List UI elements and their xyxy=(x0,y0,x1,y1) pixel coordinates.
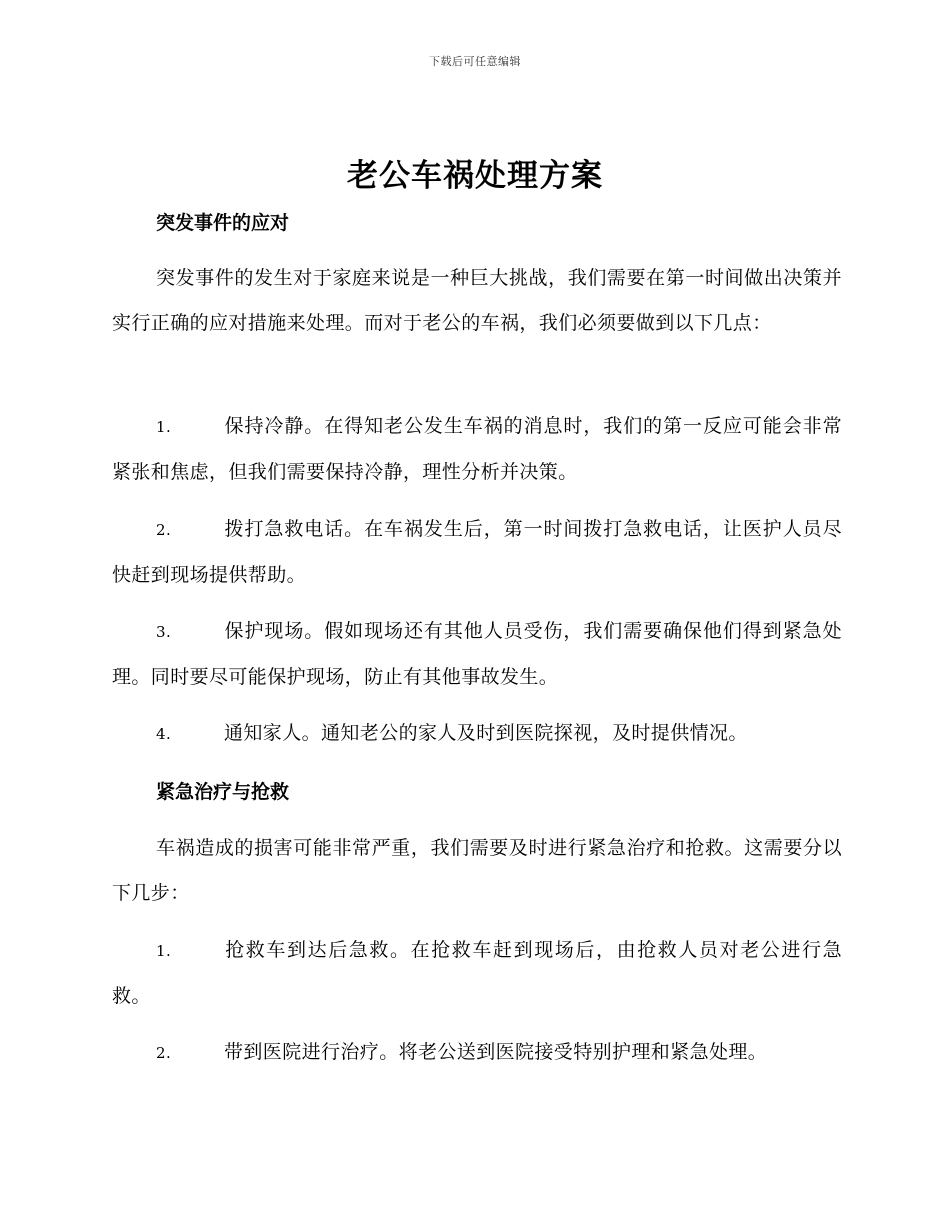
section-heading-emergency-treatment: 紧急治疗与抢救 xyxy=(156,781,290,803)
list-item xyxy=(112,928,842,1019)
section-intro-paragraph: 车祸造成的损害可能非常严重，我们需要及时进行紧急治疗和抢救。这需要分以下几步： xyxy=(112,837,842,904)
list-item-text: 拨打急救电话。在车祸发生后，第一时间拨打急救电话，让医护人员尽快赶到现场提供帮助。 xyxy=(112,518,842,586)
list-item-number: 1. xyxy=(156,418,172,436)
list-item-number: 3. xyxy=(156,623,172,641)
list-item-text: 保持冷静。在得知老公发生车祸的消息时，我们的第一反应可能会非常紧张和焦虑，但我们需要保持冷静，理性分析并决策。 xyxy=(112,415,842,483)
list-item xyxy=(112,507,842,598)
section-intro-paragraph: 突发事件的发生对于家庭来说是一种巨大挑战，我们需要在第一时间做出决策并实行正确的应对措施来处理。而对于老公的车祸，我们必须要做到以下几点： xyxy=(112,267,842,334)
list-item-text: 抢救车到达后急救。在抢救车赶到现场后，由抢救人员对老公进行急救。 xyxy=(112,939,842,1007)
list-item xyxy=(112,1030,842,1076)
list-item-number: 2. xyxy=(156,521,172,539)
list-item-number: 1. xyxy=(156,942,172,960)
section-heading-emergency-response: 突发事件的应对 xyxy=(156,212,290,234)
list-item-text: 通知家人。通知老公的家人及时到医院探视，及时提供情况。 xyxy=(224,722,748,744)
list-item-text: 带到医院进行治疗。将老公送到医院接受特别护理和紧急处理。 xyxy=(224,1041,768,1063)
list-item-text: 保护现场。假如现场还有其他人员受伤，我们需要确保他们得到紧急处理。同时要尽可能保护现场，防止有其他事故发生。 xyxy=(112,620,842,688)
list-item-number: 4. xyxy=(156,725,172,743)
list-item xyxy=(112,404,842,495)
document-title: 老公车祸处理方案 xyxy=(347,158,603,194)
list-item xyxy=(112,711,842,757)
list-item-number: 2. xyxy=(156,1044,172,1062)
page-header-note: 下载后可任意编辑 xyxy=(429,55,521,68)
list-item xyxy=(112,609,842,700)
